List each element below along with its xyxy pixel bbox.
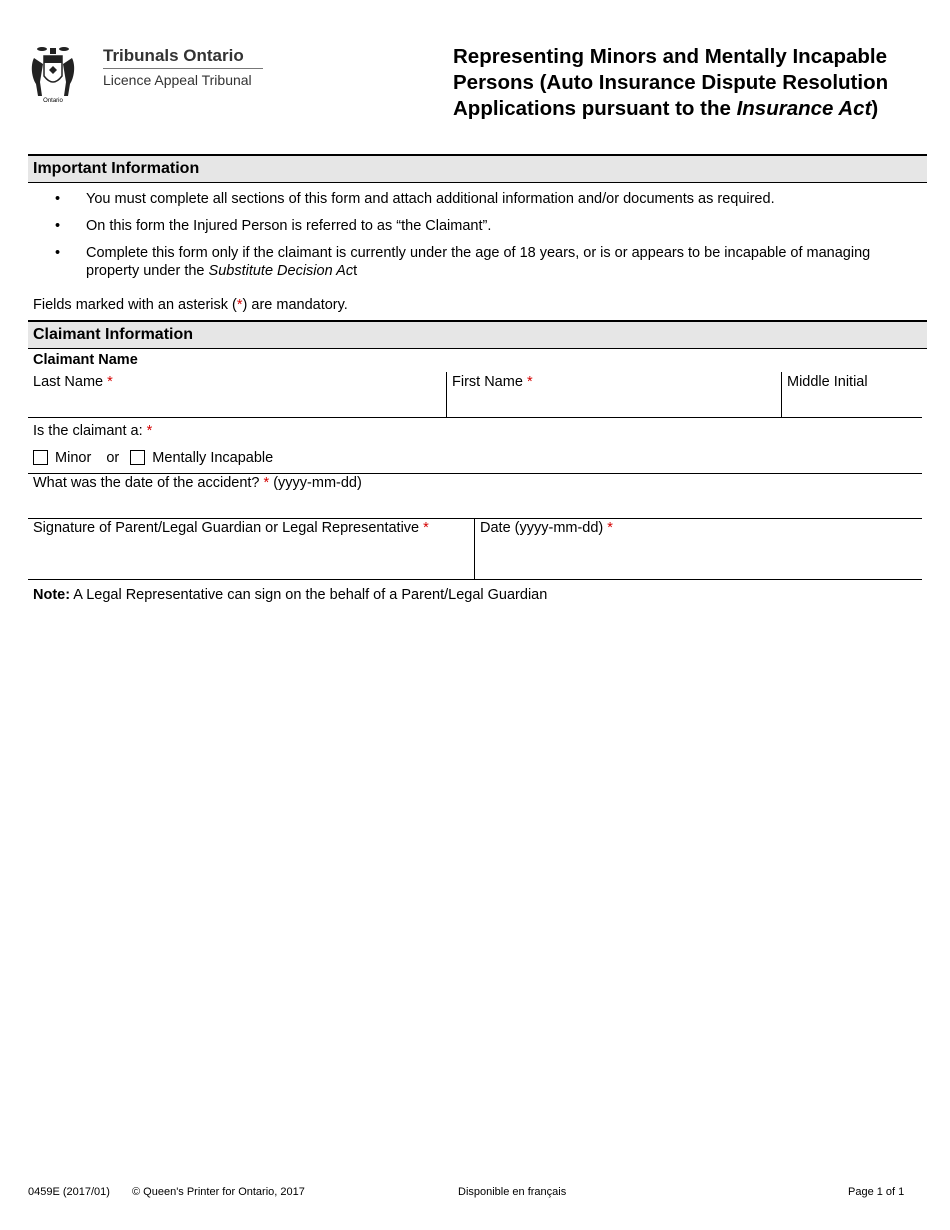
accident-date-field[interactable]: What was the date of the accident? * (yyyy-mm-dd)	[33, 475, 362, 491]
org-name: Tribunals Ontario	[103, 46, 244, 65]
form-number: 0459E (2017/01)	[28, 1186, 110, 1198]
list-item: • You must complete all sections of this form and attach additional information and/or documents as required.	[55, 191, 775, 207]
page-title: Representing Minors and Mentally Incapable Persons (Auto Insurance Dispute Resolution Applications pursuant to the Insurance Act)	[453, 45, 889, 120]
legal-representative-note: Note: A Legal Representative can sign on the behalf of a Parent/Legal Guardian	[33, 587, 548, 603]
svg-text:Ontario: Ontario	[43, 98, 63, 104]
row-divider	[28, 417, 922, 418]
list-item: • On this form the Injured Person is referred to as “the Claimant”.	[55, 218, 492, 234]
claimant-information-heading: Claimant Information	[28, 320, 927, 349]
mentally-incapable-label: Mentally Incapable	[152, 450, 274, 466]
claimant-name-heading: Claimant Name	[33, 352, 138, 368]
instructions-list	[55, 190, 915, 289]
middle-initial-field[interactable]: Middle Initial	[787, 374, 868, 390]
claimant-type-options: Minor or Mentally Incapable	[33, 450, 273, 466]
org-divider	[103, 68, 263, 69]
mentally-incapable-checkbox[interactable]	[130, 450, 145, 465]
ontario-coat-of-arms-logo	[28, 44, 78, 104]
org-subtitle: Licence Appeal Tribunal	[103, 72, 252, 88]
minor-checkbox[interactable]	[33, 450, 48, 465]
first-name-field[interactable]: First Name *	[452, 374, 533, 390]
signature-field[interactable]: Signature of Parent/Legal Guardian or Legal Representative *	[33, 520, 429, 536]
last-name-field[interactable]: Last Name *	[33, 374, 113, 390]
page-number: Page 1 of 1	[848, 1186, 905, 1198]
signature-date-field[interactable]: Date (yyyy-mm-dd) *	[480, 520, 613, 536]
copyright: © Queen's Printer for Ontario, 2017	[132, 1186, 305, 1198]
mandatory-fields-note: Fields marked with an asterisk (*) are mandatory.	[33, 297, 348, 313]
important-information-heading: Important Information	[28, 154, 927, 183]
row-divider	[28, 579, 922, 580]
list-item: • Complete this form only if the claimant is currently under the age of 18 years, or is or appears to be incapable of managing property under the Substitute Decision Act	[55, 245, 871, 279]
french-availability: Disponible en français	[458, 1186, 567, 1198]
claimant-type-question: Is the claimant a: *	[33, 423, 153, 439]
minor-label: Minor	[55, 450, 92, 466]
